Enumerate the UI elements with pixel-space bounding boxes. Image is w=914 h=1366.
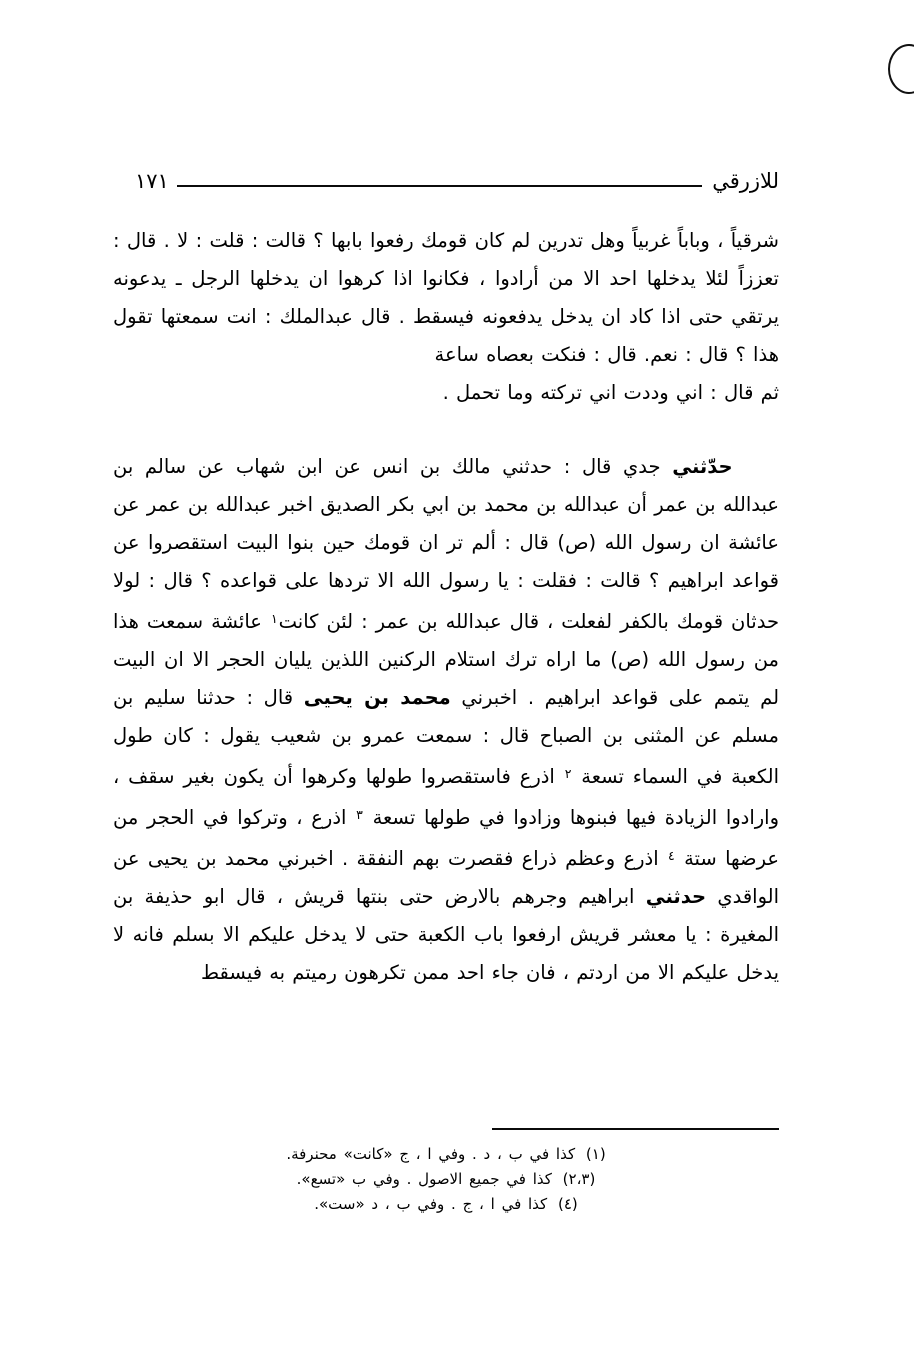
paragraph-2-line-4: استقصروا عن قواعد ابراهيم ؟ قالت : فقلت : يا رسول الله الا تردها على (113, 531, 779, 592)
paragraph-2-line-14: يا معشر قريش ارفعوا باب الكعبة حتى لا يدخل عليكم الا بسلم فانه لا (113, 923, 697, 946)
footnote-marker-2[interactable]: ٢ (564, 766, 572, 781)
footnote-marker-3[interactable]: ٣ (356, 807, 363, 822)
running-header-title: للازرقي (712, 169, 779, 193)
footnote-item (113, 1192, 779, 1217)
running-header (135, 158, 779, 194)
paragraph-2-line-2: عبدالله بن عمر أن عبدالله بن محمد بن ابي بكر الصديق اخبر عبدالله بن عمر (146, 493, 779, 516)
paragraph-2-line-5: قواعده ؟ قال : لولا حدثان قومك بالكفر لفعلت ، قال عبدالله بن عمر : (113, 569, 780, 633)
footnote-marker: (١) (585, 1145, 606, 1163)
footnote-marker: (٢،٣) (562, 1170, 596, 1188)
paragraph-2-bold-opening: حدّثني (672, 455, 733, 478)
paragraph-2-line-1-rest: جدي قال : حدثني مالك بن انس عن ابن شهاب عن سالم بن (113, 455, 661, 478)
paragraph-1 (113, 222, 779, 412)
footnote-list (113, 1142, 779, 1217)
scan-ring-artifact (888, 44, 914, 94)
paragraph-2-bold-muhammad: محمد بن يحيى (303, 686, 451, 709)
paragraph-2-line-13: ابراهيم وجرهم بالارض حتى بنتها قريش ، قال ابو حذيفة بن المغيرة : (113, 885, 780, 946)
paragraph-2-bold-haddathani: حدثني (645, 885, 707, 908)
paragraph-1-line-1: شرقياً ، وباباً غربياً وهل تدرين لم كان قومك رفعوا بابها ؟ قالت : قلت : (195, 229, 779, 252)
paragraph-2-line-15: يدخل عليكم الا من اردتم ، فان جاء احد ممن تكرهون رميتم به فيسقط (201, 961, 779, 984)
header-horizontal-rule (177, 185, 702, 187)
body-text-block (113, 222, 779, 992)
footnote-separator-rule (492, 1128, 779, 1130)
paragraph-1-line-4: عبدالملك : انت سمعتها تقول هذا ؟ قال : نعم. قال : فنكت بعصاه ساعة (113, 305, 779, 366)
paragraph-1-line-3: يدخلها الرجل ـ يدعونه يرتقي حتى اذا كاد ان يدخل يدفعونه فيسقط . قال (113, 267, 780, 328)
paragraph-2-line-3: عن عائشة ان رسول الله (ص) قال : ألم تر ان قومك حين بنوا البيت (113, 493, 780, 554)
paragraph-2-line-8-rest: قال : حدثنا سليم بن مسلم عن المثنى بن الصباح قال : سمعت عمرو بن شعيب يقول : كان طول الكعبة في السماء تسعة (113, 686, 779, 788)
paragraph-2-line-6-a: لئن كانت (278, 610, 354, 633)
paragraph-2-line-9-rest: اذرع فاستقصروا طولها وكرهوا أن يكون بغير سقف ، وارادوا الزيادة فيها فبنوها وزادوا في طولها تسعة (113, 765, 780, 829)
paragraph-2-line-12-a: اذرع وعظم ذراع فقصرت بهم النفقة . اخبرني محمد بن يحيى عن الواقدي (113, 847, 780, 908)
paragraph-2-line-6-b: عائشة سمعت هذا من رسول الله (ص) ما اراه ترك استلام الركنين اللذين يليان الحجر الا ان البيت لم يتمم على قواعد ابراهيم . اخبرني (113, 610, 780, 709)
page-number: ١٧١ (135, 169, 169, 193)
paragraph-2-line-11-rest: اذرع ، وتركوا في الحجر من عرضها ستة (113, 806, 779, 870)
footnote-text: كذا في جميع الاصول . وفي ب «تسع». (296, 1170, 552, 1188)
footnote-text: كذا في ب ، د . وفي ا ، ج «كانت» محنرفة. (286, 1145, 576, 1163)
footnote-marker-1[interactable]: ١ (270, 611, 278, 626)
paragraph-1-line-2: لا . قال : تعززاً لئلا يدخلها احد الا من أرادوا ، فكانوا اذا كرهوا ان (113, 229, 779, 290)
paragraph-1-line-5: ثم قال : اني وددت اني تركته وما تحمل . (442, 381, 779, 404)
footnote-text: كذا في ا ، ج . وفي ب ، د «ست». (314, 1195, 548, 1213)
paragraph-2 (113, 448, 779, 992)
footnote-item (113, 1167, 779, 1192)
footnote-marker: (٤) (557, 1195, 578, 1213)
footnote-item (113, 1142, 779, 1167)
footnote-marker-4[interactable]: ٤ (668, 848, 675, 863)
